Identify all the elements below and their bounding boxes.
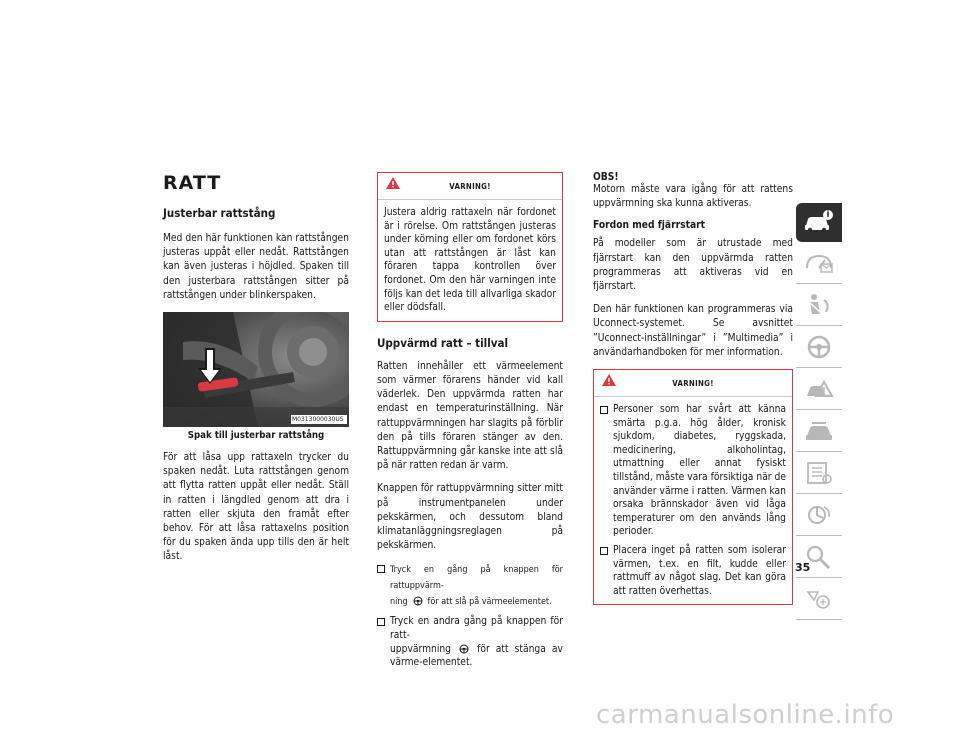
heated-steering-wheel-icon [413,596,423,606]
warning-list [600,403,786,598]
tab-dashboard[interactable] [796,244,842,284]
list-item: Personer som har svårt att känna smärta p.g.a. hög ålder, kronisk sjukdom, diabetes, ryggskada, medicinering, alkoholintag, utmattning eller annat fysiskt tillstånd, måste vara försiktiga när de använder värme i ratten. Värmen kan orsaka brännskador även vid låga temperaturer om den används lång perioder. [600,403,786,539]
paragraph: För att låsa upp rattaxeln trycker du spaken nedåt. Luta rattstången genom att flytta ratten uppåt eller nedåt. Ställ in ratten i längdled genom att dra i ratten eller skjuta den framåt efter behov. För att låsa rattaxelns position för du spaken ända upp tills den är helt låst. [163,452,349,563]
column-left [163,168,349,574]
warning-box [377,172,563,322]
tab-specifications[interactable] [796,454,842,494]
checkbox-bullet-icon [600,406,608,414]
tab-driving[interactable] [796,328,842,368]
service-car-icon [804,418,834,444]
subsection-heading: Fordon med fjärrstart [593,220,706,232]
tab-service[interactable] [796,412,842,452]
image-code-label: M0313000030US [292,416,344,424]
checkbox-bullet-icon [377,618,385,626]
warning-box [593,369,793,605]
warning-header [594,370,792,397]
paragraph: Den här funktionen kan programmeras via Uconnect-systemet. Se avsnittet ”Uconnect-inställningar” i ”Multimedia” i användarhandboken för mer information. [593,304,793,358]
subsection-heading: Justerbar rattstång [163,206,276,220]
paragraph: Med den här funktionen kan rattstången justeras uppåt eller nedåt. Rattstången kan även justeras i höjdled. Spaken till den justerbara rattstången sitter på rattstången under blinkerspaken. [163,233,349,301]
dashboard-warning-icon [804,250,834,276]
tab-multimedia[interactable] [796,496,842,536]
steering-column-illustration [163,312,349,427]
list-item: Tryck en andra gång på knappen för ratt- uppvärmning för att stänga av värme-elementet. [377,615,563,669]
tab-safety[interactable] [796,286,842,326]
warning-text: Justera aldrig rattaxeln när fordonet är i rörelse. Om rattstången justeras under körning eller om fordonet körs utan att rattstången är låst kan föraren tappa kontrollen över fordonet. Om den här varningen inte följs kan det leda till allvarliga skador eller dödsfall. [384,207,556,314]
warning-title: VARNING! [449,182,491,191]
specifications-list-icon [804,460,834,486]
column-middle [377,172,563,676]
page-number: 35 [795,561,811,574]
car-info-icon [804,209,834,235]
steering-column-lever-photo [163,312,349,427]
language-icon [804,586,834,612]
column-right [593,172,793,619]
note-label: OBS! [593,172,619,183]
subsection-heading: Uppvärmd ratt – tillval [377,335,509,350]
paragraph: Ratten innehåller ett värmeelement som värmer förarens händer vid kall väderlek. Den uppvärmda ratten har endast en temperaturinställning. När rattuppvärmningen har slagits på förblir den på tills föraren stänger av den. Rattuppvärmning går kanske inte att slå på när ratten redan är varm. [377,360,563,472]
checkbox-bullet-icon [377,565,385,573]
list-item: Placera inget på ratten som isolerar värmen, t.ex. en filt, kudde eller rattmuff av något slag. Det kan göra att ratten överhettas. [600,544,786,598]
checkbox-bullet-icon [600,547,608,555]
warning-header [378,173,562,200]
paragraph: Knappen för rattuppvärmning sitter mitt på instrumentpanelen under pekskärmen, och dessutom bland klimatanläggningsreglagen på pekskärmen. [377,483,563,552]
paragraph: På modeller som är utrustade med fjärrstart kan den uppvärmda ratten programmeras att aktiveras vid en fjärrstart. [593,238,793,293]
tab-languages[interactable] [796,580,842,620]
warning-title: VARNING! [672,379,714,389]
multimedia-icon [804,502,834,528]
chapter-tabs [796,203,842,622]
section-heading: RATT [163,172,222,194]
list-item: Tryck en gång på knappen för rattuppvärm- ning för att slå på värmeelementet. [377,562,563,610]
tab-car-info[interactable] [796,203,842,242]
note-text: Motorn måste vara igång för att rattens uppvärmning ska kunna aktiveras. [593,184,793,210]
heated-steering-wheel-icon [459,644,469,654]
tab-emergency[interactable] [796,370,842,410]
figure-caption: Spak till justerbar rattstång [187,430,325,442]
watermark-text: carmanualsonline.info [596,700,895,730]
seatbelt-safety-icon [804,292,834,318]
instruction-list [377,562,563,669]
emergency-flasher-icon [804,376,834,402]
steering-wheel-icon [804,334,834,360]
